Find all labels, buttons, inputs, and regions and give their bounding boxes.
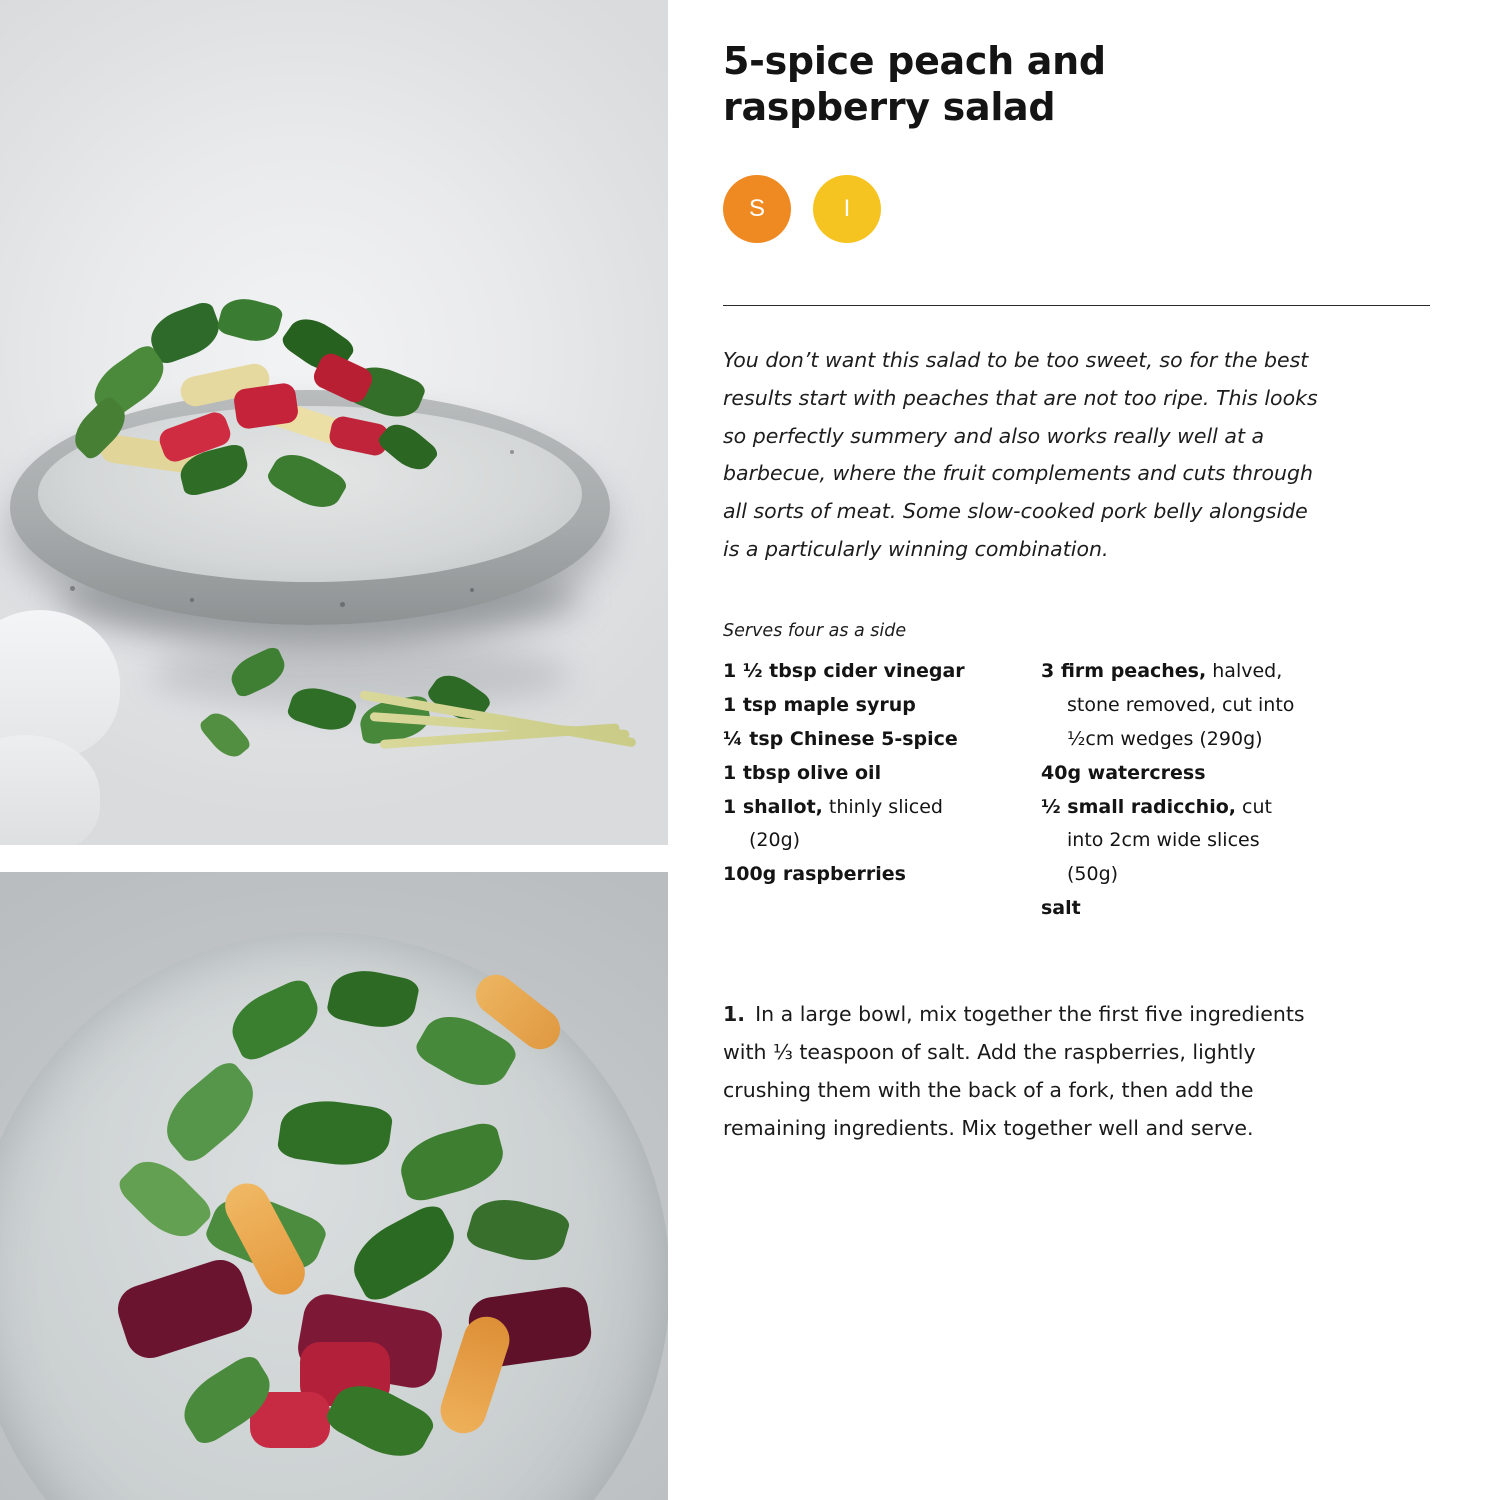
- photo-salad-overhead: [0, 0, 668, 845]
- ingredient-name: 100g raspberries: [723, 863, 906, 886]
- ingredient-detail-cont: (20g): [749, 829, 801, 852]
- ingredient-detail-cont2: ½cm wedges (290g): [1067, 727, 1263, 750]
- photo-salad-closeup: [0, 872, 668, 1500]
- ingredient-name: ½ small radicchio,: [1041, 795, 1236, 818]
- ingredients-column-left: [723, 655, 995, 926]
- method-section: [723, 996, 1323, 1148]
- badge-i-label: I: [843, 194, 851, 222]
- ingredient-detail-cont2: (50g): [1067, 863, 1119, 886]
- recipe-intro: You don’t want this salad to be too sweet, so for the best results start with peaches that are not too ripe. This looks so perfectly summery and also works really well at a barbecue, where the fruit complements and cuts through all sorts of meat. Some slow-cooked pork belly alongside is a particularly winning combination.: [723, 347, 1318, 562]
- serves-line: Serves four as a side: [723, 621, 907, 642]
- badge-i: [813, 175, 881, 243]
- ingredient-name: 1 tbsp olive oil: [723, 761, 882, 784]
- ingredient-item: [1041, 791, 1313, 892]
- ingredient-name: 40g watercress: [1041, 761, 1206, 784]
- badge-s-label: S: [748, 194, 765, 222]
- ingredient-detail-cont: stone removed, cut into: [1067, 694, 1295, 717]
- photo-column: [0, 0, 668, 1500]
- badge-s: [723, 175, 791, 243]
- ingredient-item: [723, 655, 995, 689]
- ingredient-name: 1 ½ tbsp cider vinegar: [723, 660, 965, 683]
- ingredient-detail: halved,: [1206, 660, 1283, 683]
- ingredient-detail: cut: [1236, 795, 1272, 818]
- ingredient-item: [1041, 757, 1313, 791]
- ingredient-item: [1041, 655, 1313, 756]
- ingredient-item: [723, 723, 995, 757]
- ingredient-item: [723, 791, 995, 859]
- ingredients-column-right: [1041, 655, 1313, 926]
- method-step: [723, 996, 1323, 1148]
- ingredient-name: ¼ tsp Chinese 5-spice: [723, 727, 958, 750]
- recipe-title: 5-spice peach and raspberry salad: [723, 39, 1106, 130]
- ingredient-item: [1041, 892, 1313, 926]
- ingredient-item: [723, 858, 995, 892]
- ingredient-name: 3 firm peaches,: [1041, 660, 1207, 683]
- ingredient-detail: thinly sliced: [822, 795, 943, 818]
- ingredient-item: [723, 757, 995, 791]
- ingredient-name: salt: [1041, 896, 1081, 919]
- ingredient-detail-cont: into 2cm wide slices: [1067, 829, 1260, 852]
- method-step-number: 1.: [723, 1001, 746, 1026]
- recipe-text-column: [668, 0, 1500, 1500]
- badge-row: [723, 175, 1430, 243]
- ingredient-name: 1 tsp maple syrup: [723, 694, 916, 717]
- ingredient-name: 1 shallot,: [723, 795, 823, 818]
- ingredient-item: [723, 689, 995, 723]
- salad-pile: [30, 300, 530, 550]
- divider-rule: [723, 305, 1430, 306]
- ingredients-section: [723, 655, 1430, 926]
- method-step-text: In a large bowl, mix together the first five ingredients with ⅓ teaspoon of salt. Add the raspberries, lightly crushing them with the back of a fork, then add the remaining ingredients. Mix together well and serve.: [723, 1001, 1305, 1140]
